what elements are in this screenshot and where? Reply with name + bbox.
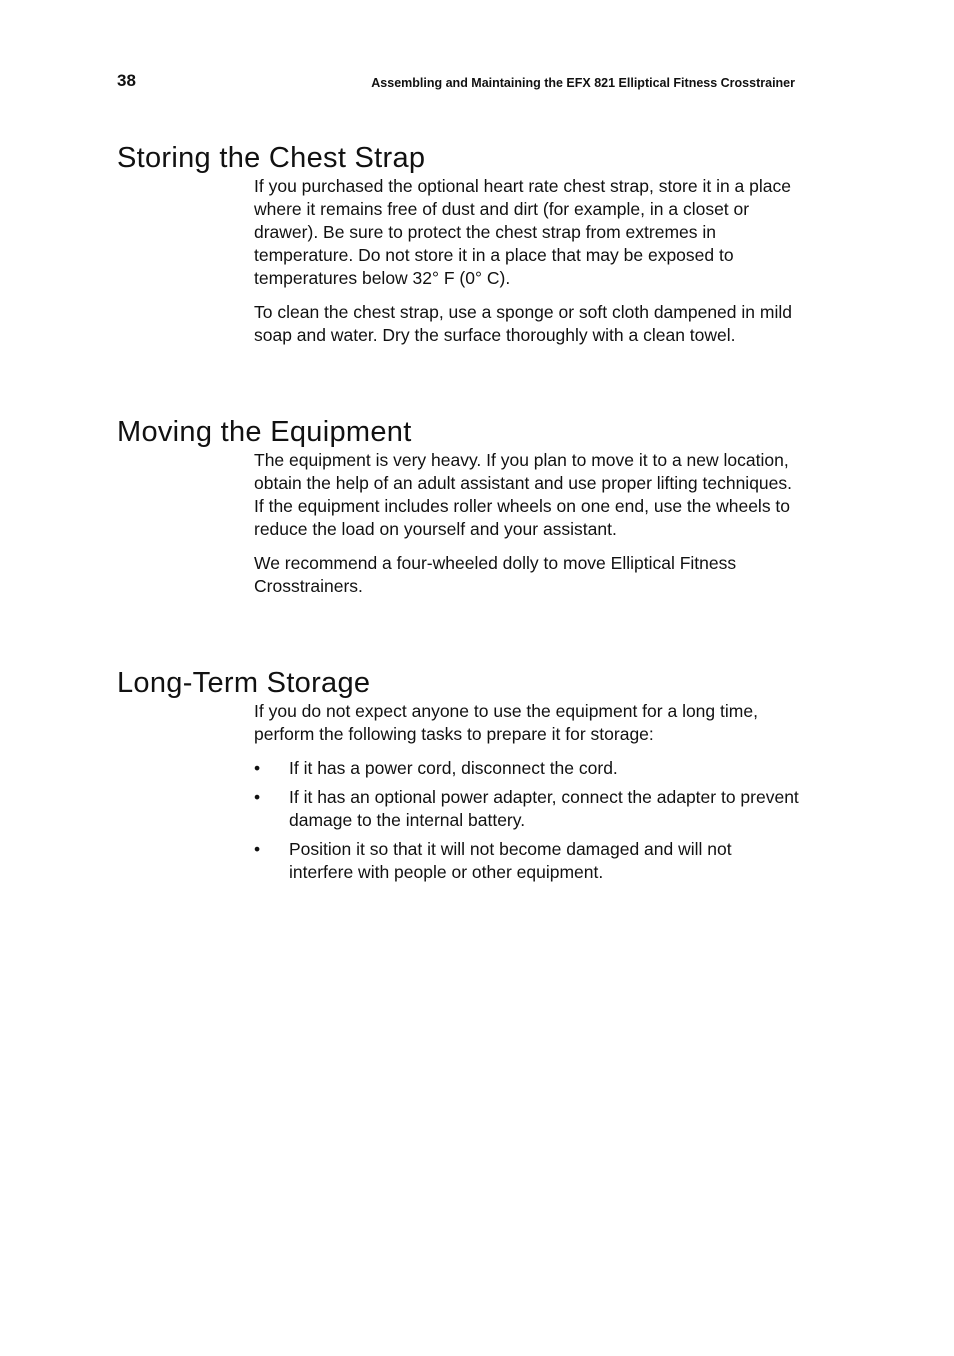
paragraph: If you purchased the optional heart rate chest strap, store it in a place where it remains free of dust and dirt (for example, in a closet or drawer). Be sure to protect the chest strap from extremes in temperature. Do not store it in a place that may be exposed to temperatures below 32° F (0° C). [254, 176, 791, 288]
section-heading: Storing the Chest Strap [117, 142, 426, 174]
bullet-icon: • [254, 839, 261, 859]
section-storing-chest-strap [117, 141, 797, 358]
bullet-icon: • [254, 758, 261, 778]
list-item [254, 838, 799, 884]
page-number: 38 [117, 71, 136, 90]
list-item-text: If it has a power cord, disconnect the cord. [289, 758, 618, 778]
list-item [254, 786, 799, 832]
section-body [254, 700, 799, 884]
paragraph: If you do not expect anyone to use the equipment for a long time, perform the following tasks to prepare it for storage: [254, 701, 758, 744]
section-long-term-storage [117, 666, 797, 890]
list-item-text: Position it so that it will not become damaged and will not interfere with people or other equipment. [289, 839, 732, 882]
paragraph: To clean the chest strap, use a sponge or soft cloth dampened in mild soap and water. Dry the surface thoroughly with a clean towel. [254, 302, 792, 345]
section-heading: Long-Term Storage [117, 667, 371, 699]
list-item-text: If it has an optional power adapter, connect the adapter to prevent damage to the internal battery. [289, 787, 799, 830]
bullet-icon: • [254, 787, 261, 807]
paragraph: The equipment is very heavy. If you plan to move it to a new location, obtain the help of an adult assistant and use proper lifting techniques. If the equipment includes roller wheels on one end, use the wheels to reduce the load on yourself and your assistant. [254, 450, 793, 539]
section-heading: Moving the Equipment [117, 416, 412, 448]
section-moving-equipment [117, 415, 797, 609]
section-body [254, 175, 799, 347]
section-body [254, 449, 799, 598]
bullet-list [254, 757, 799, 884]
running-header: Assembling and Maintaining the EFX 821 Elliptical Fitness Crosstrainer [371, 76, 795, 90]
paragraph: We recommend a four-wheeled dolly to move Elliptical Fitness Crosstrainers. [254, 553, 737, 596]
list-item [254, 757, 799, 780]
